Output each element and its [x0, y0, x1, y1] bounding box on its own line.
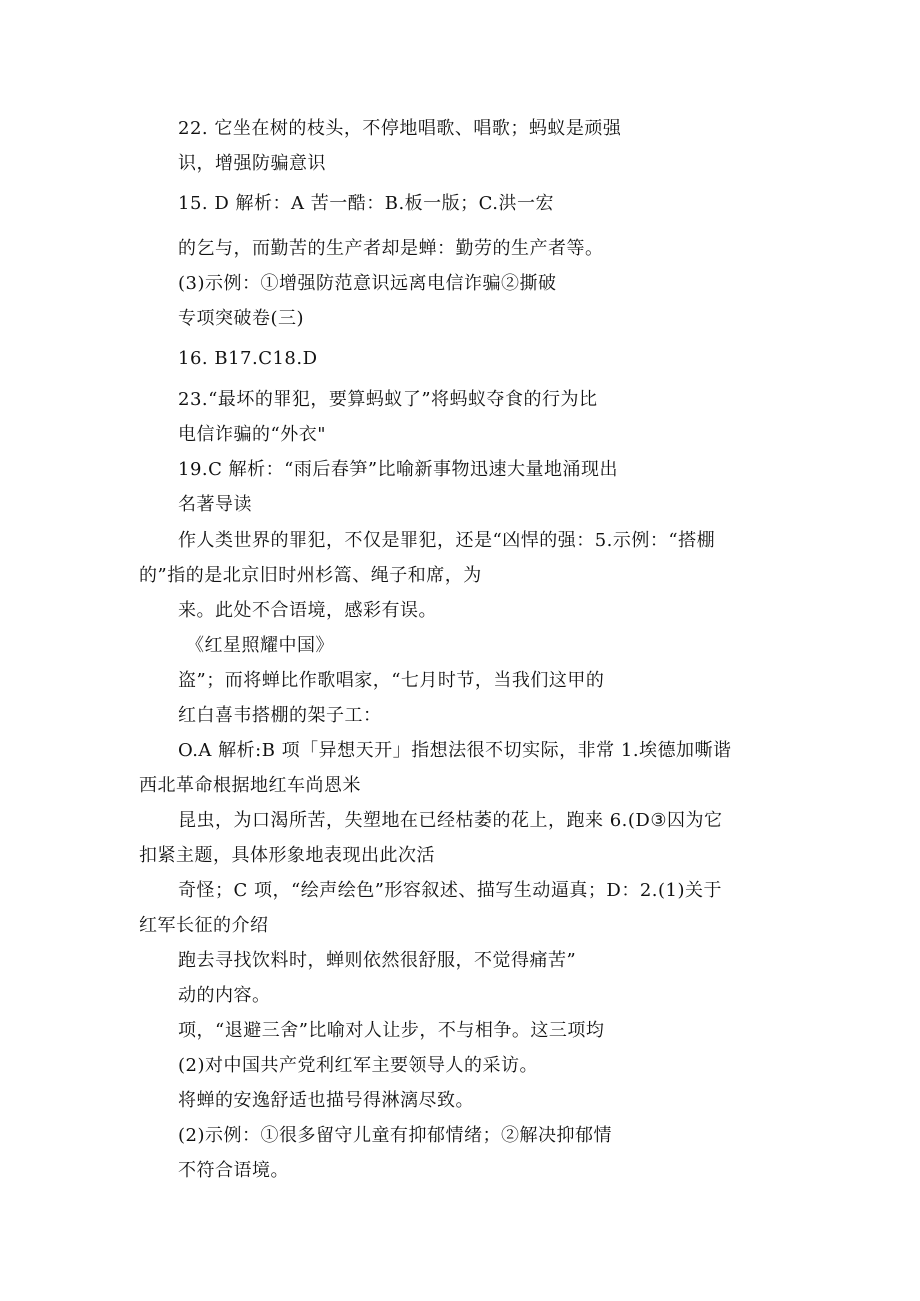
text-line: 作人类世界的罪犯，不仅是罪犯，还是“凶悍的强：5.示例：“搭棚 — [178, 530, 716, 551]
text-line: 昆虫，为口渴所苦，失塑地在已经枯萎的花上，跑来 6.(D③囚为它 — [178, 810, 723, 831]
text-line: 22. 它坐在树的枝头，不停地唱歌、唱歌；蚂蚁是顽强 — [178, 118, 622, 139]
text-line: 《红星照耀中国》 — [186, 635, 334, 656]
text-line: 奇怪；C 项，“绘声绘色”形容叙述、描写生动逼真；D：2.(1)关于 — [178, 880, 722, 901]
text-line: (3)示例：①增强防范意识远离电信诈骗②撕破 — [178, 273, 557, 294]
text-line: 红军长征的介绍 — [139, 915, 269, 936]
text-line: 名著导读 — [178, 494, 252, 515]
text-line: 动的内容。 — [178, 985, 271, 1006]
text-line: 项，“退避三舍”比喻对人让步，不与相争。这三项均 — [178, 1020, 605, 1041]
text-line: 跑去寻找饮料时，蝉则依然很舒服，不觉得痛苦” — [178, 950, 577, 971]
text-line: 扣紧主题，具体形象地表现出此次活 — [139, 845, 435, 866]
text-line: 19.C 解析：“雨后春笋”比喻新事物迅速大量地涌现出 — [178, 459, 619, 480]
text-line: 电信诈骗的“外衣" — [178, 424, 326, 445]
text-line: 15. D 解析：A 苦一酷：B.板一版；C.洪一宏 — [178, 193, 555, 214]
text-line: 将蝉的安逸舒适也描号得淋漓尽致。 — [178, 1090, 474, 1111]
text-line: 的乞与，而勤苦的生产者却是蝉：勤劳的生产者等。 — [178, 238, 604, 259]
text-line: 的”指的是北京旧时州杉篙、绳子和席，为 — [139, 565, 482, 586]
text-line: 来。此处不合语境，感彩有误。 — [178, 600, 437, 621]
text-line: 23.“最坏的罪犯，要算蚂蚁了”将蚂蚁夺食的行为比 — [178, 389, 598, 410]
text-line: 不符合语境。 — [178, 1160, 289, 1181]
text-line: O.A 解析:B 项「异想天开」指想法很不切实际，非常 1.埃德加嘶谐 — [178, 740, 732, 761]
text-line: 西北革命根据地红车尚恩米 — [139, 775, 361, 796]
text-line: (2)对中国共产党利红军主要领导人的采访。 — [178, 1055, 538, 1076]
text-line: (2)示例：①很多留守儿童有抑郁情绪；②解决抑郁情 — [178, 1125, 612, 1146]
text-line: 红白喜韦搭棚的架子工： — [178, 705, 382, 726]
text-line: 识，增强防骗意识 — [178, 153, 326, 174]
text-line: 专项突破卷(三) — [178, 308, 305, 329]
text-line: 16. B17.C18.D — [178, 348, 318, 369]
text-line: 盗”；而将蝉比作歌唱家，“七月时节，当我们这甲的 — [178, 670, 605, 691]
